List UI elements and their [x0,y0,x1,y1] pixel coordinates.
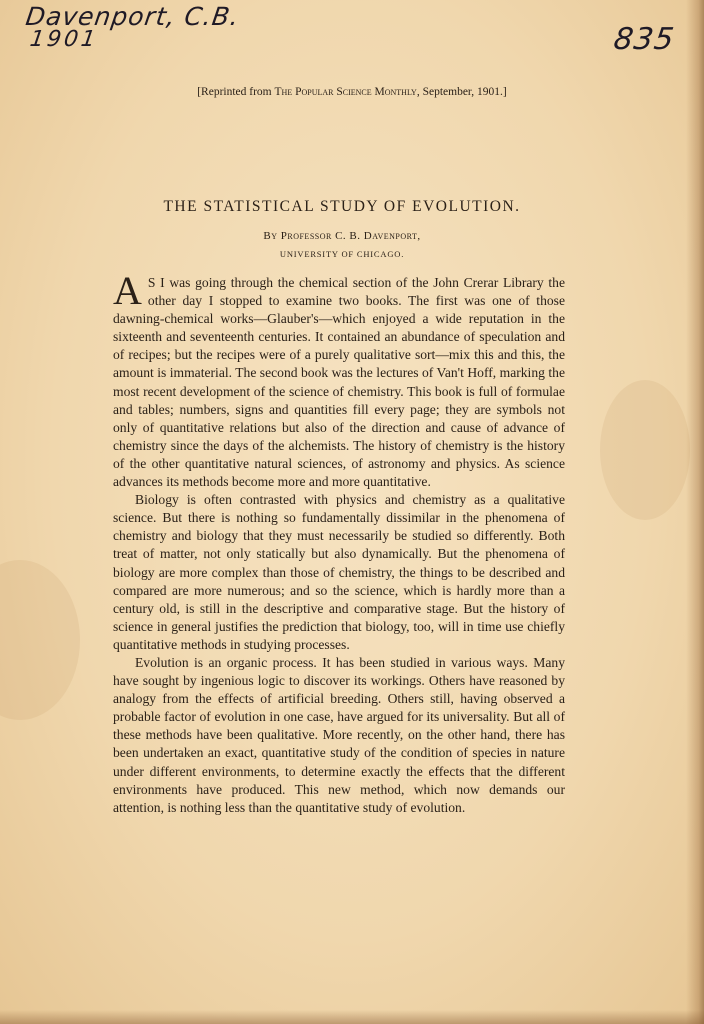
paper-stain [0,560,80,720]
article-byline: By Professor C. B. Davenport, [263,230,421,242]
paragraph-3: Evolution is an organic process. It has been studied in various ways. Many have sought by ingenious logic to discover its workings. Others have reasoned by analogy from the effects of artificial breeding. Others still, having observed a probable factor of evolution in one case, have argued for its universality. But all of these methods have been qualitative. More recently, on the other hand, there has been undertaken an exact, quantitative study of the condition of species in nature under different environments, to determine exactly the effects that the different environments have produced. This new method, which now demands our attention, is nothing less than the quantitative study of evolution. [113,654,565,815]
reprint-journal: The Popular Science Monthly [274,86,417,98]
author-affiliation: UNIVERSITY OF CHICAGO. [279,249,405,259]
handwritten-year: 1901 [28,27,100,52]
handwritten-author: Davenport, C.B. [23,2,242,31]
paragraph-1-text: S I was going through the chemical section of the John Crerar Library the other day I stopped to examine two books. The first was one of those dawning-chemical works—Glauber's—which enjoyed a wide reputation in the sixteenth and seventeenth centuries. It contained an abundance of speculation and of recipes; but the recipes were of a purely qualitative sort—mix this and this, the amount is immaterial. The second book was the lectures of Van't Hoff, marking the most recent development of the science of chemistry. This book is full of formulae and tables; numbers, signs and quantities fill every page; they are symbols not only of quantitative relations but also of the direction and cause of advance of chemistry since the days of the alchemists. The history of chemistry is the history of the other quantitative natural sciences, of astronomy and physics. As science advances its methods become more and more quantitative. [113,275,565,490]
reprint-notice [0,86,704,98]
reprint-suffix: , September, 1901.] [416,86,507,98]
paper-edge-right [686,0,704,1024]
reprint-prefix: [Reprinted from [197,86,275,98]
article-title: THE STATISTICAL STUDY OF EVOLUTION. [163,198,521,215]
paper-stain [600,380,690,520]
paragraph-2: Biology is often contrasted with physics and chemistry as a qualitative science. But there is nothing so fundamentally dissimilar in the phenomena of chemistry and biology that they must necessarily be studied so differently. Both treat of matter, not only statically but also dynamically. But the phenomena of biology are more complex than those of chemistry, the things to be described and compared are more numerous; and so the science, which is hardly more than a century old, is still in the descriptive and comparative stage. But the history of science in general justifies the prediction that biology, too, will in time use chiefly quantitative methods in studying processes. [113,492,565,652]
drop-cap: A [113,268,142,313]
article-body [113,268,565,817]
paper-edge-bottom [0,1010,704,1024]
paragraph-1 [113,268,565,491]
handwritten-catalog-number: 835 [611,22,677,57]
